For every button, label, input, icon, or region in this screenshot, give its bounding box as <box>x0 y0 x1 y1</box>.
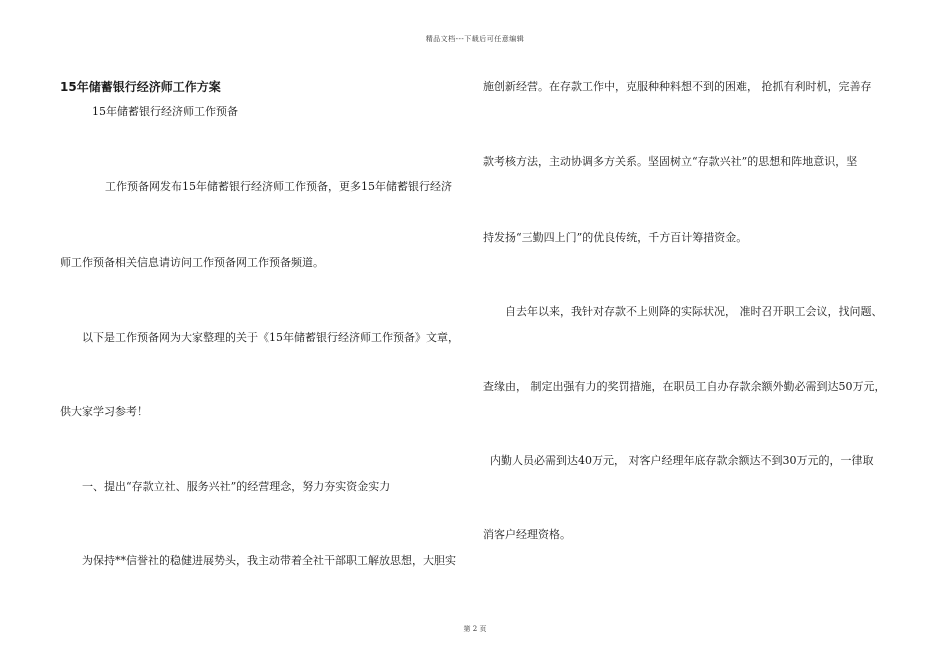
paragraph-line: 工作预备网发布15年储蓄银行经济师工作预备，更多15年储蓄银行经济 <box>105 180 452 193</box>
paragraph-line: 查缘由， 制定出强有力的奖罚措施，在职员工自办存款余额外勤必需到达50万元， <box>483 380 886 393</box>
paragraph-line: 以下是工作预备网为大家整理的关于《15年储蓄银行经济师工作预备》文章， <box>82 331 459 344</box>
paragraph-line: 为保持**信誉社的稳健进展势头，我主动带着全社干部职工解放思想，大胆实 <box>82 554 456 567</box>
paragraph-line: 施创新经营。在存款工作中，克服种种料想不到的困难， 抢抓有利时机，完善存 <box>483 80 872 93</box>
document-subtitle: 15年储蓄银行经济师工作预备 <box>92 105 238 118</box>
paragraph-line: 内勤人员必需到达40万元， 对客户经理年底存款余额达不到30万元的，一律取 <box>490 454 874 467</box>
paragraph-line: 款考核方法，主动协调多方关系。坚固树立“存款兴社”的思想和阵地意识，坚 <box>483 155 858 168</box>
section-heading: 一、提出“存款立社、服务兴社”的经营理念，努力夯实资金实力 <box>82 480 391 493</box>
paragraph-line: 自去年以来，我针对存款不上则降的实际状况， 准时召开职工会议，找问题、 <box>505 305 883 318</box>
document-title: 15年储蓄银行经济师工作方案 <box>60 80 221 94</box>
paragraph-line: 供大家学习参考！ <box>60 405 148 418</box>
paragraph-line: 消客户经理资格。 <box>483 528 571 541</box>
page-number: 第 2 页 <box>463 625 487 633</box>
paragraph-line: 持发扬“三勤四上门”的优良传统，千方百计筹措资金。 <box>483 231 748 244</box>
paragraph-line: 师工作预备相关信息请访问工作预备网工作预备频道。 <box>60 256 324 269</box>
page-header: 精品文档---下载后可任意编辑 <box>425 35 525 43</box>
